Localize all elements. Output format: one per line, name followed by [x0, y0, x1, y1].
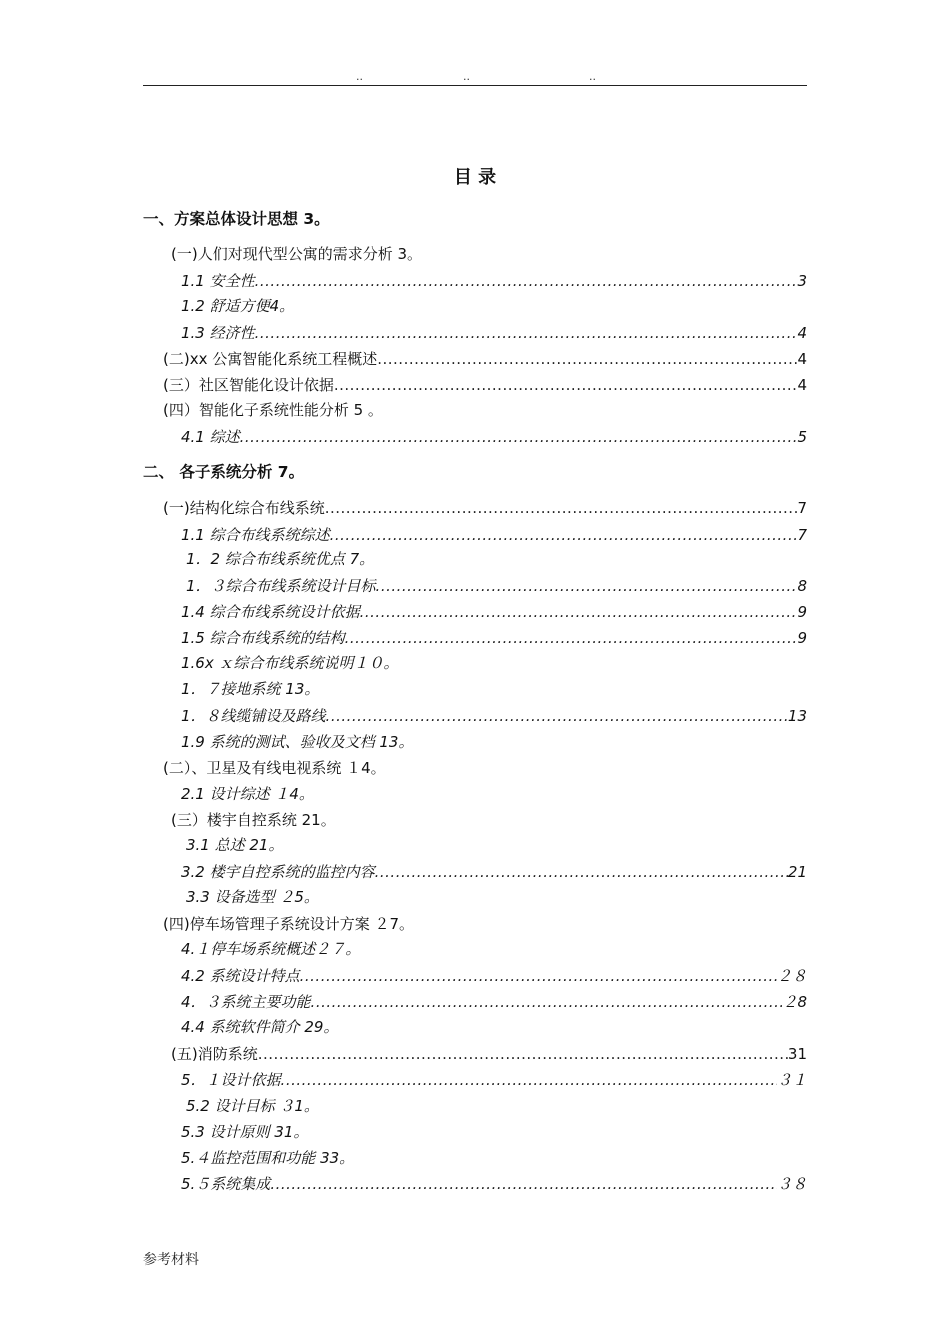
- toc-entry-page: 3: [797, 272, 807, 290]
- toc-entry[interactable]: [181, 991, 807, 1013]
- toc-entry-title: (一)人们对现代型公寓的需求分析 3。: [171, 245, 423, 263]
- toc-entry-page: ２８: [776, 967, 807, 985]
- toc-entry[interactable]: [163, 913, 414, 935]
- toc-entry[interactable]: [181, 1121, 308, 1143]
- toc-entry-title: 4.1 综述: [181, 428, 240, 446]
- toc-entry-title: (二)xx 公寓智能化系统工程概述: [163, 350, 378, 368]
- toc-entry[interactable]: [163, 399, 383, 421]
- toc-entry[interactable]: [181, 1147, 354, 1169]
- toc-entry-page: 7: [797, 499, 807, 517]
- toc-entry-page: 13: [787, 707, 807, 725]
- header-rule: [143, 85, 807, 86]
- toc-entry-title: (三）社区智能化设计依据: [163, 376, 334, 394]
- toc-entry-title: 1.5 综合布线系统的结构: [181, 629, 345, 647]
- toc-dot-leader: [258, 1043, 788, 1065]
- header-dot-3: ..: [589, 70, 596, 83]
- toc-entry[interactable]: [186, 575, 807, 597]
- toc-dot-leader: [281, 1069, 777, 1091]
- toc-dot-leader: [375, 861, 788, 883]
- toc-entry-title: 5.４监控范围和功能 33。: [181, 1149, 355, 1167]
- toc-entry[interactable]: [163, 374, 807, 396]
- toc-entry[interactable]: [181, 1016, 338, 1038]
- toc-entry[interactable]: [163, 348, 807, 370]
- toc-entry-title: 5.3 设计原则 31。: [181, 1123, 309, 1141]
- toc-entry-title: 4.2 系统设计特点: [181, 967, 300, 985]
- toc-entry-title: 一、方案总体设计思想 3。: [143, 210, 330, 228]
- toc-dot-leader: [345, 627, 798, 649]
- toc-entry[interactable]: [143, 461, 304, 483]
- toc-entry[interactable]: [163, 757, 386, 779]
- toc-entry[interactable]: [181, 652, 399, 674]
- toc-entry[interactable]: [181, 295, 294, 317]
- toc-entry-title: (二）、卫星及有线电视系统 １4。: [163, 759, 386, 777]
- toc-dot-leader: [326, 705, 788, 727]
- toc-entry-page: 21: [787, 863, 807, 881]
- toc-entry-title: 5.５系统集成: [181, 1175, 271, 1193]
- toc-entry-title: 3.2 楼宇自控系统的监控内容: [181, 863, 375, 881]
- toc-entry[interactable]: [181, 524, 807, 546]
- page-title: 目 录: [453, 167, 497, 188]
- toc-entry-page: 5: [797, 428, 807, 446]
- toc-dot-leader: [334, 374, 798, 396]
- header-dot-2: ..: [463, 70, 470, 83]
- toc-entry[interactable]: [181, 861, 807, 883]
- toc-entry[interactable]: [181, 938, 360, 960]
- toc-entry-title: 4．３系统主要功能: [181, 993, 311, 1011]
- toc-entry[interactable]: [181, 322, 807, 344]
- toc-dot-leader: [360, 601, 798, 623]
- toc-entry-page: 31: [787, 1045, 807, 1063]
- toc-dot-leader: [255, 270, 798, 292]
- toc-entry[interactable]: [181, 426, 807, 448]
- toc-dot-leader: [311, 991, 783, 1013]
- toc-entry-title: 3.1 总述 21。: [186, 836, 284, 854]
- toc-entry[interactable]: [186, 834, 283, 856]
- toc-entry-title: 二、 各子系统分析 7。: [143, 463, 305, 481]
- toc-entry-title: 1．３综合布线系统设计目标: [186, 577, 376, 595]
- toc-entry-title: 1．８线缆铺设及路线: [181, 707, 326, 725]
- toc-entry-page: 9: [797, 629, 807, 647]
- toc-dot-leader: [376, 575, 798, 597]
- header-dot-1: ..: [356, 70, 363, 83]
- toc-entry-title: 1.9 系统的测试、验收及文档 13。: [181, 733, 414, 751]
- toc-entry-title: 5.2 设计目标 ３1。: [186, 1097, 319, 1115]
- toc-entry-title: 1.1 安全性: [181, 272, 255, 290]
- toc-entry-title: (一)结构化综合布线系统: [163, 499, 325, 517]
- toc-entry[interactable]: [186, 886, 319, 908]
- toc-entry-title: 1.4 综合布线系统设计依据: [181, 603, 360, 621]
- toc-entry-title: 5．１设计依据: [181, 1071, 281, 1089]
- toc-entry-title: 4.１停车场系统概述２７。: [181, 940, 361, 958]
- toc-entry-title: 2.1 设计综述 １4。: [181, 785, 314, 803]
- toc-entry-title: (五)消防系统: [171, 1045, 258, 1063]
- toc-entry[interactable]: [171, 243, 422, 265]
- toc-entry-page: 7: [797, 526, 807, 544]
- toc-entry-title: 1．2 综合布线系统优点 7。: [186, 550, 375, 568]
- toc-entry[interactable]: [186, 548, 374, 570]
- toc-entry-page: 4: [797, 350, 807, 368]
- toc-entry-page: ３８: [776, 1175, 807, 1193]
- toc-entry[interactable]: [181, 1173, 807, 1195]
- toc-entry-title: 4.4 系统软件简介 29。: [181, 1018, 339, 1036]
- toc-entry-page: 9: [797, 603, 807, 621]
- toc-dot-leader: [330, 524, 798, 546]
- toc-entry[interactable]: [181, 783, 314, 805]
- toc-entry[interactable]: [181, 965, 807, 987]
- toc-entry-title: (三）楼宇自控系统 21。: [171, 811, 336, 829]
- toc-entry[interactable]: [171, 809, 336, 831]
- toc-entry[interactable]: [181, 705, 807, 727]
- toc-dot-leader: [325, 497, 798, 519]
- toc-entry-page: ３１: [776, 1071, 807, 1089]
- toc-entry[interactable]: [186, 1095, 319, 1117]
- toc-dot-leader: [300, 965, 777, 987]
- toc-dot-leader: [255, 322, 798, 344]
- toc-entry[interactable]: [181, 627, 807, 649]
- toc-dot-leader: [377, 348, 797, 370]
- toc-entry-title: 1.1 综合布线系统综述: [181, 526, 330, 544]
- toc-entry-page: 8: [797, 577, 807, 595]
- toc-entry-title: 1.3 经济性: [181, 324, 255, 342]
- toc-entry-title: (四)停车场管理子系统设计方案 ２7。: [163, 915, 415, 933]
- toc-entry[interactable]: [181, 1069, 807, 1091]
- toc-dot-leader: [270, 1173, 777, 1195]
- toc-entry[interactable]: [181, 270, 807, 292]
- toc-entry-title: 1．７接地系统 13。: [181, 680, 320, 698]
- page-footer: 参考材料: [143, 1252, 199, 1268]
- toc-entry[interactable]: [181, 601, 807, 623]
- toc-entry[interactable]: [171, 1043, 807, 1065]
- toc-entry-title: 1.6x ｘ综合布线系统说明１０。: [181, 654, 399, 672]
- toc-entry-title: (四）智能化子系统性能分析 5 。: [163, 401, 383, 419]
- toc-entry-title: 3.3 设备选型 ２5。: [186, 888, 319, 906]
- toc-entry-page: 4: [797, 376, 807, 394]
- toc-entry[interactable]: [143, 208, 330, 230]
- toc-dot-leader: [240, 426, 798, 448]
- toc-entry[interactable]: [163, 497, 807, 519]
- toc-entry-title: 1.2 舒适方便4。: [181, 297, 295, 315]
- toc-entry[interactable]: [181, 731, 413, 753]
- toc-entry[interactable]: [181, 678, 319, 700]
- toc-entry-page: 4: [797, 324, 807, 342]
- toc-entry-page: ２8: [782, 993, 807, 1011]
